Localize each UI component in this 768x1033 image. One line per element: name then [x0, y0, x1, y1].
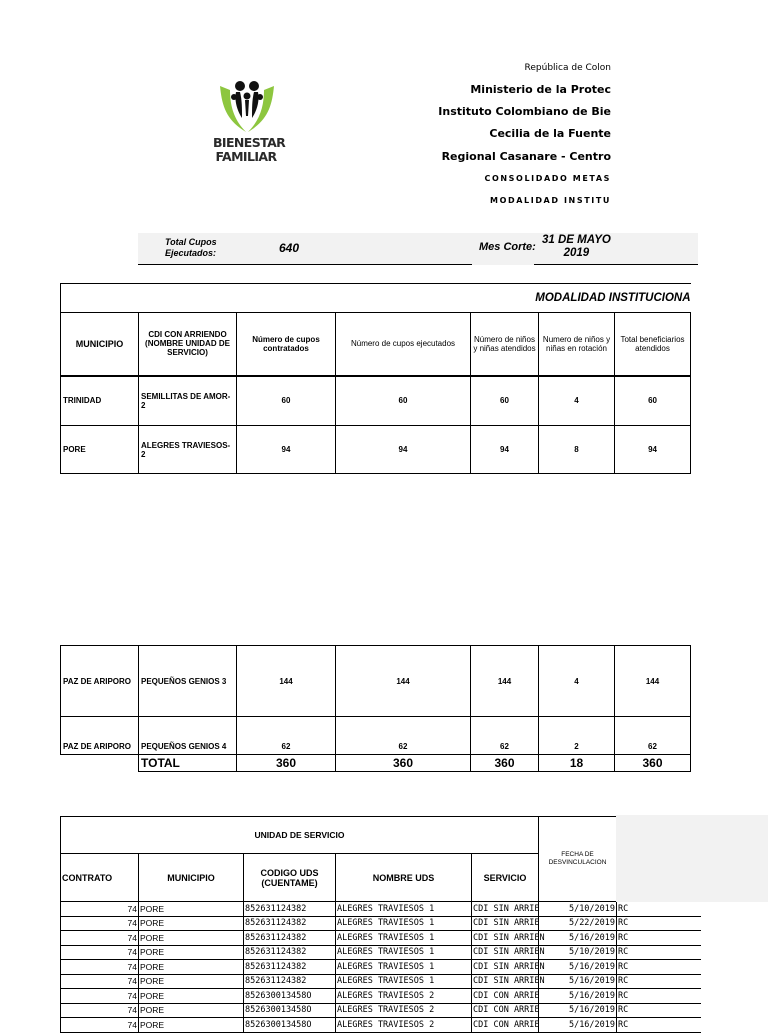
mes-corte-value-line-2: 2019 — [563, 247, 590, 259]
table-row — [61, 945, 701, 960]
cell-nombre-uds: ALEGRES TRAVIESOS 2 — [336, 989, 472, 1004]
cell-tipo-documento: RC — [617, 931, 701, 946]
cell-servicio: CDI SIN ARRIE — [472, 902, 539, 917]
cell-contrato: 74 — [61, 931, 139, 946]
cell-codigo-uds: 852631124382 — [244, 960, 336, 975]
cell-contrato: 74 — [61, 902, 139, 917]
cell-codigo-uds: 852631124382 — [244, 945, 336, 960]
total-contratados: 360 — [237, 755, 336, 772]
cell-total: 94 — [615, 426, 691, 474]
cell-fecha: 5/16/2019 — [539, 931, 617, 946]
cell-tipo-documento: RC — [617, 989, 701, 1004]
desvinculacion-table — [60, 816, 701, 1033]
cell-rotacion: 4 — [539, 376, 615, 426]
table-row — [61, 1003, 701, 1018]
table-row — [61, 426, 691, 474]
cell-contratados: 60 — [237, 376, 336, 426]
cell-ejecutados: 60 — [336, 376, 471, 426]
republic-text: República de Colon — [524, 63, 611, 73]
modality-title: MODALIDAD INSTITU — [490, 196, 611, 205]
cell-codigo-uds: 852631124382 — [244, 902, 336, 917]
logo-line-2: FAMILIAR — [215, 149, 277, 164]
header-codigo-uds: CODIGO UDS (CUENTAME) — [244, 854, 336, 902]
cell-atendidos: 144 — [471, 646, 539, 717]
total-atendidos: 360 — [471, 755, 539, 772]
mes-corte-underline — [534, 264, 698, 265]
person-text: Cecilia de la Fuente — [489, 127, 611, 140]
cell-atendidos: 94 — [471, 426, 539, 474]
cell-nombre-uds: ALEGRES TRAVIESOS 1 — [336, 902, 472, 917]
header-servicio: SERVICIO — [472, 854, 539, 902]
cell-contrato: 74 — [61, 974, 139, 989]
institute-text: Instituto Colombiano de Bie — [438, 105, 611, 118]
cell-municipio: TRINIDAD — [61, 376, 139, 426]
regional-text: Regional Casanare - Centro — [441, 150, 611, 163]
table-row — [61, 916, 701, 931]
cell-municipio: PORE — [139, 989, 244, 1004]
cell-servicio: CDI SIN ARRIEN — [472, 931, 539, 946]
cell-nombre-uds: ALEGRES TRAVIESOS 1 — [336, 974, 472, 989]
table-row — [61, 376, 691, 426]
header-cupos-ejecutados: Número de cupos ejecutados — [336, 313, 471, 376]
cell-municipio: PORE — [139, 1003, 244, 1018]
cell-fecha: 5/22/2019 — [539, 916, 617, 931]
cell-rotacion: 8 — [539, 426, 615, 474]
cell-uds: PEQUEÑOS GENIOS 4 — [139, 717, 237, 755]
cell-nombre-uds: ALEGRES TRAVIESOS 1 — [336, 916, 472, 931]
total-cupos-label-line-1: Total Cupos — [165, 237, 217, 247]
cell-contratados: 62 — [237, 717, 336, 755]
table-row — [61, 989, 701, 1004]
cell-municipio: PORE — [139, 916, 244, 931]
total-cupos-label-line-2: Ejecutados: — [165, 248, 217, 258]
total-cupos-value: 640 — [279, 241, 300, 255]
cell-ejecutados: 144 — [336, 646, 471, 717]
total-cupos-label — [165, 237, 217, 259]
cell-tipo-documento: RC — [617, 916, 701, 931]
cell-contrato: 74 — [61, 1003, 139, 1018]
cell-fecha: 5/16/2019 — [539, 1003, 617, 1018]
header-nombre-uds: NOMBRE UDS — [336, 854, 472, 902]
cell-municipio: PAZ DE ARIPORO — [61, 646, 139, 717]
cell-municipio: PORE — [139, 974, 244, 989]
header-cdi-arriendo: CDI CON ARRIENDO (NOMBRE UNIDAD DE SERVICIO) — [139, 313, 237, 376]
cell-contratados: 94 — [237, 426, 336, 474]
family-hands-icon — [212, 76, 282, 138]
cell-codigo-uds: 852630013458O — [244, 1018, 336, 1033]
cell-contrato: 74 — [61, 945, 139, 960]
mes-corte-value — [542, 234, 611, 260]
consolidated-title: CONSOLIDADO METAS — [484, 174, 611, 183]
cell-municipio: PORE — [61, 426, 139, 474]
header-contrato: CONTRATO — [61, 854, 139, 902]
cell-tipo-documento: RC — [617, 1018, 701, 1033]
cell-nombre-uds: ALEGRES TRAVIESOS 1 — [336, 945, 472, 960]
cell-total: 62 — [615, 717, 691, 755]
cell-codigo-uds: 852630013458O — [244, 989, 336, 1004]
cell-uds: PEQUEÑOS GENIOS 3 — [139, 646, 237, 717]
cell-municipio: PORE — [139, 945, 244, 960]
cell-tipo-documento: RC — [617, 902, 701, 917]
total-label: TOTAL — [139, 755, 237, 772]
table-row — [61, 974, 701, 989]
logo-line-1: BIENESTAR — [213, 135, 286, 150]
total-ejecutados: 360 — [336, 755, 471, 772]
cell-fecha: 5/10/2019 — [539, 945, 617, 960]
cell-fecha: 5/16/2019 — [539, 989, 617, 1004]
mes-corte-label: Mes Corte: — [479, 241, 536, 253]
cell-fecha: 5/16/2019 — [539, 1018, 617, 1033]
ministry-text: Ministerio de la Protec — [470, 83, 611, 96]
header-total-beneficiarios: Total beneficiarios atendidos — [615, 313, 691, 376]
header-ninos-atendidos: Número de niños y niñas atendidos — [471, 313, 539, 376]
cell-municipio: PORE — [139, 1018, 244, 1033]
cell-contrato: 74 — [61, 989, 139, 1004]
cell-servicio: CDI SIN ARRIEN — [472, 974, 539, 989]
table-row — [61, 902, 701, 917]
cell-tipo-documento: RC — [617, 1003, 701, 1018]
cell-contrato: 74 — [61, 916, 139, 931]
logo-wordmark — [213, 135, 286, 164]
cell-ejecutados: 62 — [336, 717, 471, 755]
cell-servicio: CDI SIN ARRIEN — [472, 945, 539, 960]
cell-rotacion: 4 — [539, 646, 615, 717]
cell-ejecutados: 94 — [336, 426, 471, 474]
gray-panel — [616, 815, 768, 902]
cell-tipo-documento: RC — [617, 974, 701, 989]
cell-contrato: 74 — [61, 960, 139, 975]
cell-total: 144 — [615, 646, 691, 717]
cell-codigo-uds: 852631124382 — [244, 916, 336, 931]
cell-nombre-uds: ALEGRES TRAVIESOS 1 — [336, 960, 472, 975]
cell-codigo-uds: 852630013458O — [244, 1003, 336, 1018]
cell-servicio: CDI CON ARRIE — [472, 1018, 539, 1033]
total-rotacion: 18 — [539, 755, 615, 772]
cell-servicio: CDI SIN ARRIEN — [472, 960, 539, 975]
header-ninos-rotacion: Numero de niños y niñas en rotación — [539, 313, 615, 376]
header-municipio: MUNICIPIO — [139, 854, 244, 902]
cell-contrato: 74 — [61, 1018, 139, 1033]
unidad-servicio-header: UNIDAD DE SERVICIO — [61, 817, 539, 854]
total-row — [61, 755, 691, 772]
cell-fecha: 5/16/2019 — [539, 960, 617, 975]
cell-fecha: 5/16/2019 — [539, 974, 617, 989]
cell-nombre-uds: ALEGRES TRAVIESOS 2 — [336, 1018, 472, 1033]
cell-codigo-uds: 852631124382 — [244, 974, 336, 989]
cell-municipio: PORE — [139, 960, 244, 975]
cell-municipio: PAZ DE ARIPORO — [61, 717, 139, 755]
table-row — [61, 646, 691, 717]
cell-servicio: CDI CON ARRIE — [472, 989, 539, 1004]
cell-uds: ALEGRES TRAVIESOS-2 — [139, 426, 237, 474]
table-row — [61, 1018, 701, 1033]
cell-uds: SEMILLITAS DE AMOR-2 — [139, 376, 237, 426]
mes-corte-value-line-1: 31 DE MAYO — [542, 234, 611, 246]
cell-servicio: CDI SIN ARRIE — [472, 916, 539, 931]
cell-fecha: 5/10/2019 — [539, 902, 617, 917]
cell-tipo-documento: RC — [617, 960, 701, 975]
cell-contratados: 144 — [237, 646, 336, 717]
summary-underline — [138, 264, 472, 265]
modalidad-table — [60, 283, 691, 474]
modalidad-title: MODALIDAD INSTITUCIONA — [61, 284, 691, 313]
cell-nombre-uds: ALEGRES TRAVIESOS 1 — [336, 931, 472, 946]
total-row-empty — [61, 755, 139, 772]
table-row — [61, 931, 701, 946]
cell-atendidos: 62 — [471, 717, 539, 755]
header-municipio: MUNICIPIO — [61, 313, 139, 376]
fecha-header: FECHA DE DESVINCULACION — [539, 817, 617, 902]
cell-codigo-uds: 852631124382 — [244, 931, 336, 946]
cell-municipio: PORE — [139, 931, 244, 946]
total-beneficiarios: 360 — [615, 755, 691, 772]
table-row — [61, 717, 691, 755]
summary-bar — [138, 233, 698, 265]
cell-rotacion: 2 — [539, 717, 615, 755]
cell-tipo-documento: RC — [617, 945, 701, 960]
cell-atendidos: 60 — [471, 376, 539, 426]
header-cupos-contratados: Número de cupos contratados — [237, 313, 336, 376]
table-row — [61, 960, 701, 975]
cell-total: 60 — [615, 376, 691, 426]
paz-de-ariporo-table — [60, 645, 691, 772]
cell-municipio: PORE — [139, 902, 244, 917]
cell-nombre-uds: ALEGRES TRAVIESOS 2 — [336, 1003, 472, 1018]
cell-servicio: CDI CON ARRIE — [472, 1003, 539, 1018]
